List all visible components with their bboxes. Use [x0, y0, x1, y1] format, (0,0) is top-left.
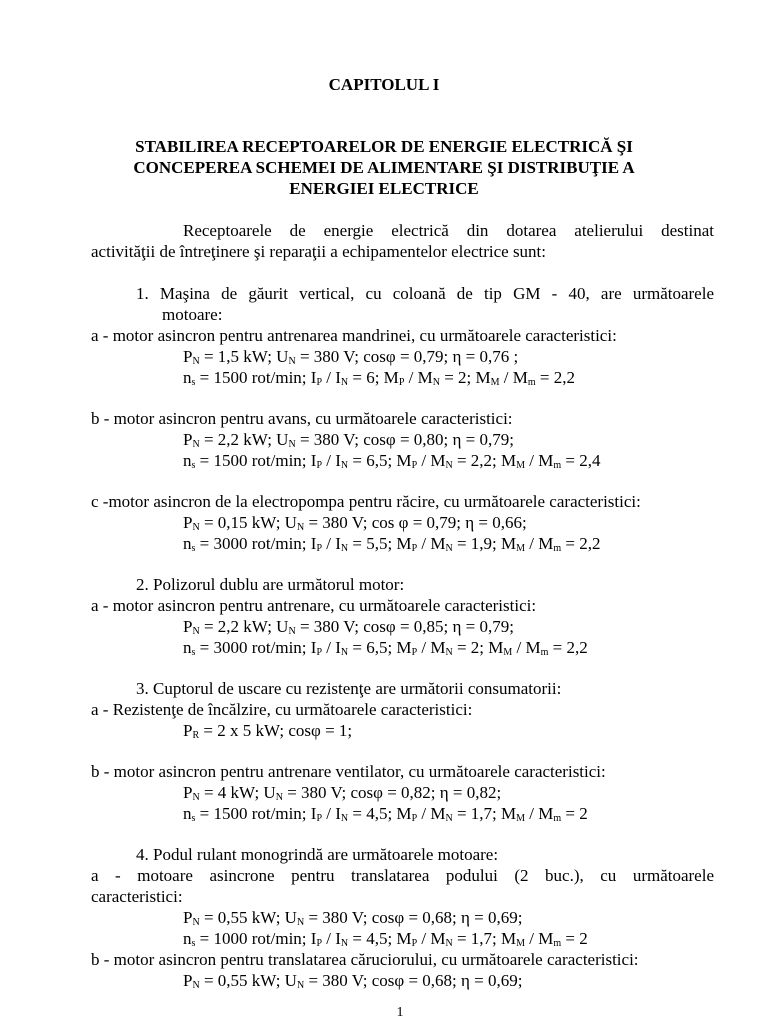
section-2-heading: 2. Polizorul dublu are următorul motor: — [136, 575, 405, 594]
intro-line-2: activităţii de întreţinere şi reparaţii a echipamentelor electrice sunt: — [91, 242, 547, 261]
item-1b-description: b - motor asincron pentru avans, cu următoarele caracteristici: — [91, 409, 513, 428]
item-1a-description: a - motor asincron pentru antrenarea mandrinei, cu următoarele caracteristici: — [91, 326, 617, 345]
item-1c-params-2: $n_s = 3000$ rot/min; $I_P / I_N = 5,5$; $M_P / M_N = 1,9$; $M_M / M_m = 2,2$ — [183, 534, 601, 554]
item-3b-description: b - motor asincron pentru antrenare ventilator, cu următoarele caracteristici: — [91, 762, 606, 781]
title-line-1: STABILIREA RECEPTOARELOR DE ENERGIE ELECTRICĂ ŞI — [135, 137, 633, 156]
item-4b-description: b - motor asincron pentru translatarea căruciorului, cu următoarele caracteristici: — [91, 950, 639, 969]
item-1a-params-2: $n_s = 1500$ rot/min; $I_P / I_N = 6$; $M_P / M_N = 2$; $M_M / M_m = 2,2$ — [183, 368, 576, 388]
title-line-3: ENERGIEI ELECTRICE — [289, 179, 479, 198]
item-4a-params-2: $n_s = 1000$ rot/min; $I_P / I_N = 4,5$; $M_P / M_N = 1,7$; $M_M / M_m = 2$ — [183, 929, 588, 949]
item-1b-params-1: $P_N = 2,2$ kW; $U_N = 380$ V; cosφ = 0,80; η = 0,79; — [183, 430, 514, 450]
section-1-heading-cont: motoare: — [162, 305, 223, 324]
item-4a-params-1: $P_N = 0,55$ kW; $U_N = 380$ V; cosφ = 0,68; η = 0,69; — [183, 908, 523, 928]
title-line-2: CONCEPEREA SCHEMEI DE ALIMENTARE ŞI DISTRIBUŢIE A — [133, 158, 635, 177]
chapter-heading: CAPITOLUL I — [328, 75, 440, 94]
item-1c-params-1: $P_N = 0,15$ kW; $U_N = 380$ V; cos φ = 0,79; η = 0,66; — [183, 513, 527, 533]
section-3-heading: 3. Cuptorul de uscare cu rezistenţe are următorii consumatorii: — [136, 679, 562, 698]
item-2a-params-1: $P_N = 2,2$ kW; $U_N = 380$ V; cosφ = 0,85; η = 0,79; — [183, 617, 514, 637]
intro-line-1: Receptoarele de energie electrică din dotarea atelierului destinat — [183, 221, 714, 240]
item-4b-params-1: $P_N = 0,55$ kW; $U_N = 380$ V; cosφ = 0,68; η = 0,69; — [183, 971, 523, 991]
item-3b-params-1: $P_N = 4$ kW; $U_N = 380$ V; cosφ = 0,82; η = 0,82; — [183, 783, 502, 803]
item-2a-params-2: $n_s = 3000$ rot/min; $I_P / I_N = 6,5$; $M_P / M_N = 2$; $M_M / M_m = 2,2$ — [183, 638, 588, 658]
item-3a-params-1: $P_R = 2$ x 5 kW; cosφ = 1; — [183, 721, 353, 741]
section-1-heading: 1. Maşina de găurit vertical, cu coloană de tip GM - 40, are următoarele — [136, 284, 714, 303]
item-1c-description: c -motor asincron de la electropompa pentru răcire, cu următoarele caracteristici: — [91, 492, 641, 511]
item-2a-description: a - motor asincron pentru antrenare, cu următoarele caracteristici: — [91, 596, 537, 615]
item-3b-params-2: $n_s = 1500$ rot/min; $I_P / I_N = 4,5$; $M_P / M_N = 1,7$; $M_M / M_m = 2$ — [183, 804, 588, 824]
item-1a-params-1: $P_N = 1,5$ kW; $U_N = 380$ V; cosφ = 0,79; η = 0,76 ; — [183, 347, 519, 367]
item-4a-description-cont: caracteristici: — [91, 887, 183, 906]
item-3a-description: a - Rezistenţe de încălzire, cu următoarele caracteristici: — [91, 700, 473, 719]
section-4-heading: 4. Podul rulant monogrindă are următoarele motoare: — [136, 845, 499, 864]
item-4a-description: a - motoare asincrone pentru translatarea podului (2 buc.), cu următoarele — [91, 866, 714, 885]
page-number: 1 — [396, 1005, 404, 1020]
item-1b-params-2: $n_s = 1500$ rot/min; $I_P / I_N = 6,5$; $M_P / M_N = 2,2$; $M_M / M_m = 2,4$ — [183, 451, 601, 471]
